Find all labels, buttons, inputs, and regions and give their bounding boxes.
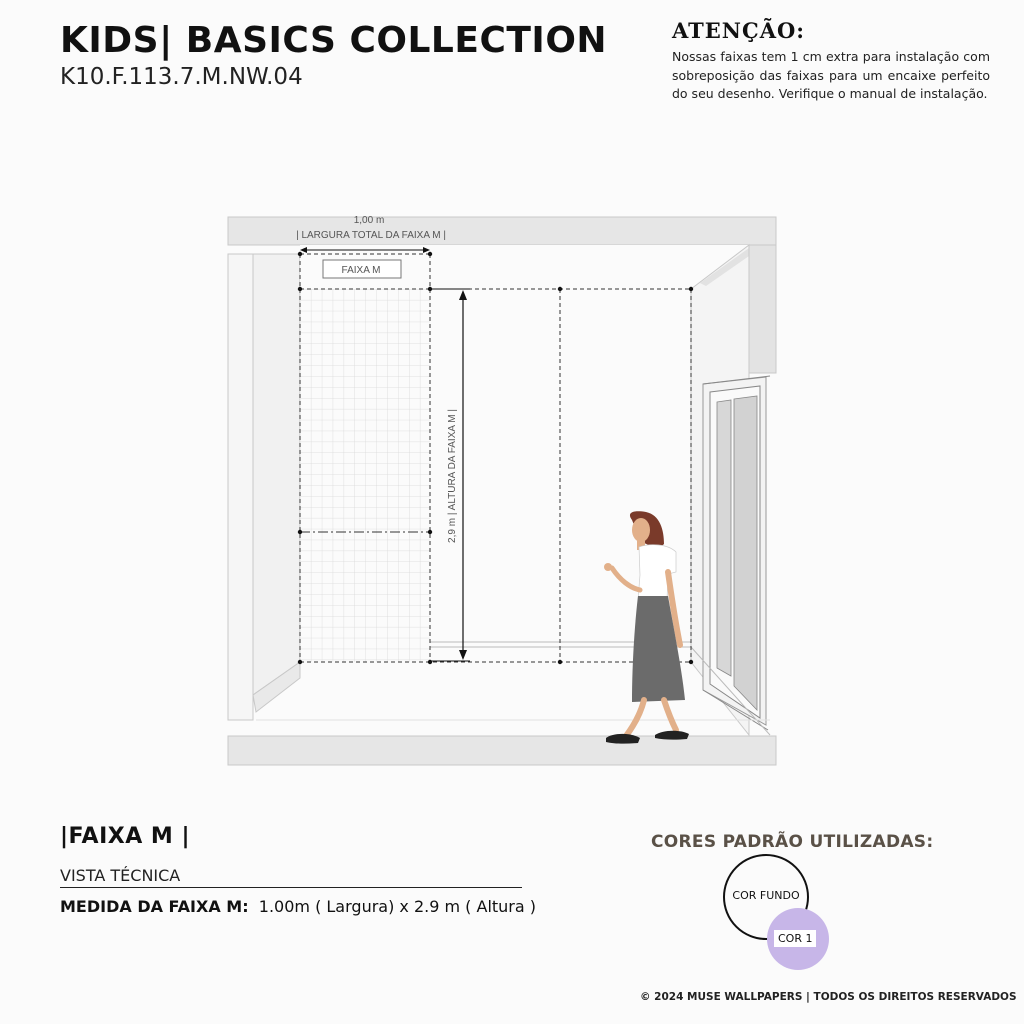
height-label: 2,9 m | ALTURA DA FAIXA M | <box>447 409 458 543</box>
wallpaper-strip-grid <box>300 289 430 662</box>
collection-title: KIDS| BASICS COLLECTION <box>60 20 608 61</box>
strip-section-title: |FAIXA M | <box>60 824 190 849</box>
width-value: 1,00 m <box>353 215 385 226</box>
swatch-color-1 <box>767 908 829 970</box>
measure-value: 1.00m ( Largura) x 2.9 m ( Altura ) <box>258 897 537 916</box>
swatch-background-label: COR FUNDO <box>732 889 800 902</box>
left-wall <box>228 254 300 720</box>
view-type-label: VISTA TÉCNICA <box>60 866 181 885</box>
product-code: K10.F.113.7.M.NW.04 <box>60 64 303 90</box>
divider <box>60 887 522 888</box>
window-frame <box>703 376 770 730</box>
floor-slab <box>228 736 776 765</box>
strip-label: FAIXA M <box>341 265 381 276</box>
copyright-footer: © 2024 MUSE WALLPAPERS | TODOS OS DIREITOS RESERVADOS <box>640 991 1017 1003</box>
colors-title: CORES PADRÃO UTILIZADAS: <box>651 832 934 852</box>
attention-title: ATENÇÃO: <box>672 18 806 43</box>
width-label: | LARGURA TOTAL DA FAIXA M | <box>296 230 446 241</box>
strip-measure <box>60 897 536 916</box>
measure-label: MEDIDA DA FAIXA M: <box>60 897 249 916</box>
attention-text: Nossas faixas tem 1 cm extra para instalação com sobreposição das faixas para um encaixe perfeito do seu desenho. Verifique o manual de instalação. <box>672 49 990 101</box>
swatch-color-1-label: COR 1 <box>774 930 816 947</box>
